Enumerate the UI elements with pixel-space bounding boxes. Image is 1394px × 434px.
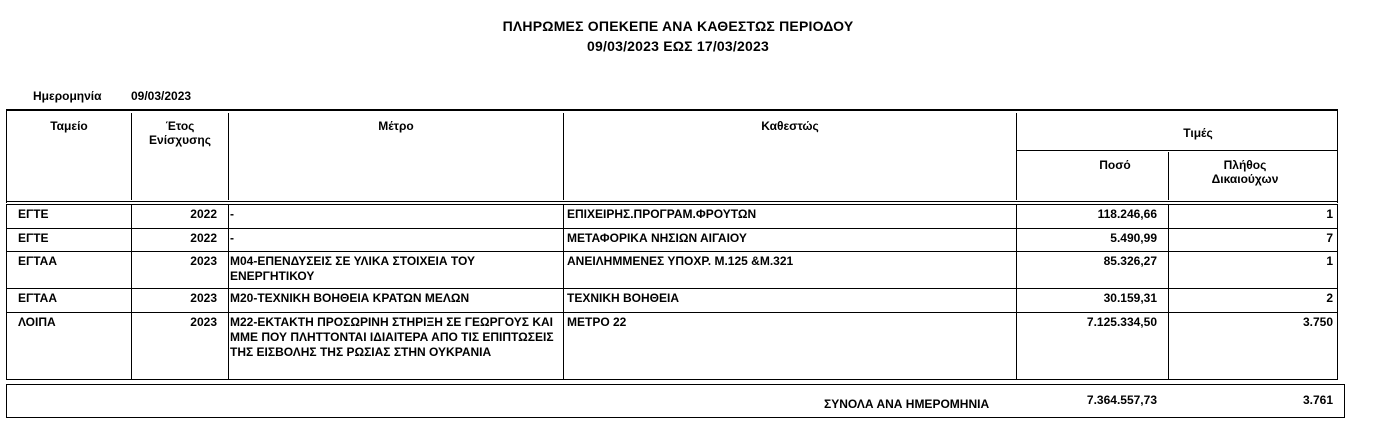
header-amount: Ποσό [1099, 158, 1131, 172]
cell-measure: - [230, 207, 234, 221]
cell-year: 2023 [190, 315, 217, 329]
cell-amount: 5.490,99 [1110, 231, 1157, 245]
cell-beneficiaries: 3.750 [1302, 315, 1333, 329]
cell-fund: ΕΓΤΕ [18, 231, 49, 245]
header-measure: Μέτρο [378, 119, 414, 133]
cell-amount: 118.246,66 [1097, 207, 1157, 221]
cell-beneficiaries: 7 [1326, 231, 1333, 245]
cell-measure: Μ20-ΤΕΧΝΙΚΗ ΒΟΗΘΕΙΑ ΚΡΑΤΩΝ ΜΕΛΩΝ [230, 291, 470, 305]
header-status: Καθεστώς [761, 119, 819, 133]
cell-beneficiaries: 1 [1326, 207, 1333, 221]
cell-measure: Μ22-ΕΚΤΑΚΤΗ ΠΡΟΣΩΡΙΝΗ ΣΤΗΡΙΞΗ ΣΕ ΓΕΩΡΓΟΥΣ ΚΑΙ ΜΜΕ ΠΟΥ ΠΛΗΤΤΟΝΤΑΙ ΙΔΙΑΙΤΕΡΑ ΑΠΟ ΤΙΣ ΕΠΙΠΤΩΣΕΙΣ ΤΗΣ ΕΙΣΒΟΛΗΣ ΤΗΣ ΡΩΣΙΑΣ ΣΤΗΝ ΟΥΚΡΑΝΙΑ [230, 315, 554, 359]
cell-year: 2022 [190, 231, 217, 245]
cell-status: ΤΕΧΝΙΚΗ ΒΟΗΘΕΙΑ [567, 291, 680, 305]
totals-amount: 7.364.557,73 [1086, 393, 1157, 407]
cell-fund: ΕΓΤΑΑ [18, 291, 57, 305]
cell-year: 2022 [190, 207, 217, 221]
cell-measure: Μ04-ΕΠΕΝΔΥΣΕΙΣ ΣΕ ΥΛΙΚΑ ΣΤΟΙΧΕΙΑ ΤΟΥ ΕΝΕΡΓΗΤΙΚΟΥ [230, 254, 475, 283]
totals-beneficiaries: 3.761 [1302, 393, 1333, 407]
report-period: 09/03/2023 ΕΩΣ 17/03/2023 [587, 38, 769, 54]
cell-status: ΑΝΕΙΛΗΜΜΕΝΕΣ ΥΠΟΧΡ. Μ.125 &Μ.321 [567, 254, 794, 268]
cell-year: 2023 [190, 254, 217, 268]
cell-year: 2023 [190, 291, 217, 305]
cell-fund: ΛΟΙΠΑ [18, 315, 56, 329]
date-label: Ημερομηνία [33, 89, 102, 103]
header-year: Έτος Ενίσχυσης [149, 119, 211, 147]
cell-status: ΜΕΤΡΟ 22 [567, 315, 627, 329]
report-title: ΠΛΗΡΩΜΕΣ ΟΠΕΚΕΠΕ ΑΝΑ ΚΑΘΕΣΤΩΣ ΠΕΡΙΟΔΟΥ [502, 18, 854, 34]
cell-amount: 85.326,27 [1103, 254, 1157, 268]
cell-beneficiaries: 2 [1326, 291, 1333, 305]
cell-fund: ΕΓΤΑΑ [18, 254, 57, 268]
date-value: 09/03/2023 [131, 89, 192, 103]
cell-beneficiaries: 1 [1326, 254, 1333, 268]
cell-status: ΜΕΤΑΦΟΡΙΚΑ ΝΗΣΙΩΝ ΑΙΓΑΙΟΥ [567, 231, 747, 245]
cell-measure: - [230, 231, 234, 245]
totals-label: ΣΥΝΟΛΑ ΑΝΑ ΗΜΕΡΟΜΗΝΙΑ [824, 397, 990, 411]
header-values: Τιμές [1183, 126, 1213, 140]
cell-amount: 7.125.334,50 [1086, 315, 1157, 329]
header-beneficiaries: Πλήθος Δικαιούχων [1211, 158, 1279, 186]
cell-status: ΕΠΙΧΕΙΡΗΣ.ΠΡΟΓΡΑΜ.ΦΡΟΥΤΩΝ [567, 207, 757, 221]
cell-fund: ΕΓΤΕ [18, 207, 49, 221]
header-fund: Ταμείο [50, 119, 88, 133]
cell-amount: 30.159,31 [1103, 291, 1157, 305]
